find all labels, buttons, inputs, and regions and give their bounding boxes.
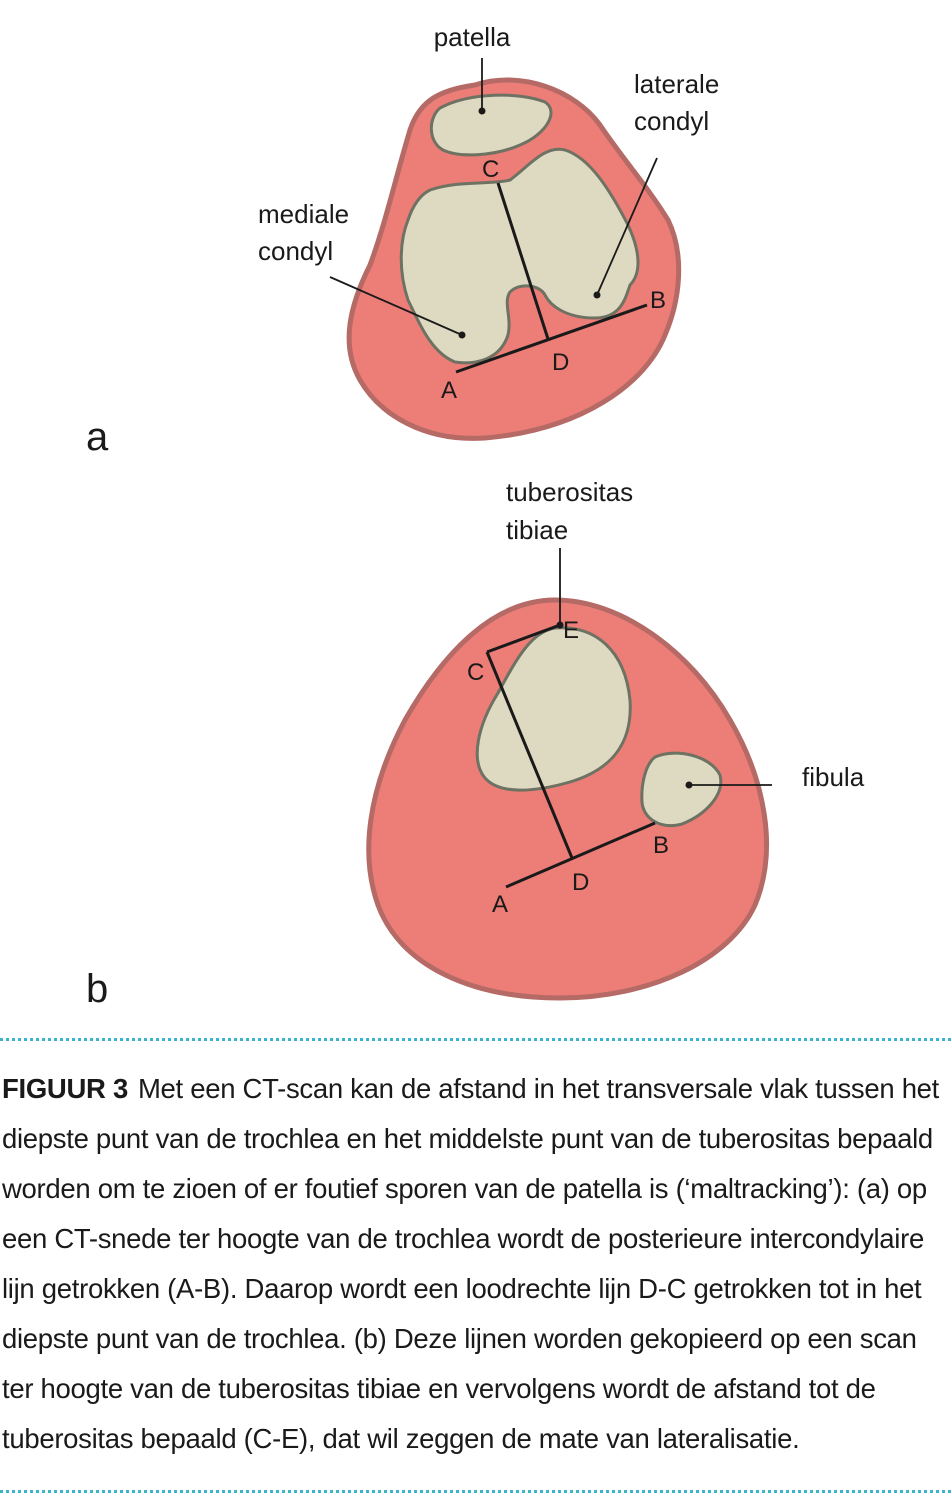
label-lateral-condyl-2: condyl	[634, 106, 710, 136]
point-c-a: C	[482, 156, 500, 183]
point-a-b: A	[492, 891, 509, 918]
panel-label-b: b	[86, 967, 109, 1011]
caption-number: FIGUUR 3	[2, 1073, 128, 1104]
point-e-b: E	[563, 617, 580, 644]
label-fibula: fibula	[802, 762, 865, 792]
marker-patella	[479, 108, 486, 115]
point-d-a: D	[552, 349, 570, 376]
caption-text: Met een CT-scan kan de afstand in het transversale vlak tussen het diepste punt van de trochlea en het middelste punt van de tuberositas bepaald worden om te zioen of er foutief sporen van de patella is (‘maltracking’): (a) op een CT-snede ter hoogte van de trochlea wordt de posterieure intercondylaire lijn getrokken (A-B). Daarop wordt een loodrechte lijn D-C getrokken tot in het diepste punt van de trochlea. (b) Deze lijnen worden gekopieerd op een scan ter hoogte van de tuberositas tibiae en vervolgens wordt de afstand tot de tuberositas bepaald (C-E), dat wil zeggen de mate van lateralisatie.	[2, 1073, 940, 1454]
label-tuberositas-2: tibiae	[506, 515, 569, 545]
point-b-b: B	[653, 832, 670, 859]
marker-lateral-condyl	[594, 292, 601, 299]
point-d-b: D	[572, 869, 590, 896]
figure-caption	[2, 1064, 947, 1464]
top-divider	[0, 1038, 951, 1041]
label-medial-condyl-2: condyl	[258, 236, 334, 266]
marker-medial-condyl	[459, 332, 466, 339]
bottom-divider	[0, 1490, 951, 1493]
label-tuberositas-1: tuberositas	[506, 477, 634, 507]
panel-a	[86, 22, 719, 459]
label-medial-condyl-1: mediale	[258, 199, 350, 229]
label-lateral-condyl-1: laterale	[634, 69, 720, 99]
marker-fibula	[686, 782, 693, 789]
point-c-b: C	[467, 659, 485, 686]
panel-b	[86, 477, 865, 1011]
point-b-a: B	[650, 287, 667, 314]
panel-label-a: a	[86, 415, 109, 459]
point-a-a: A	[441, 377, 458, 404]
label-patella: patella	[433, 22, 511, 52]
